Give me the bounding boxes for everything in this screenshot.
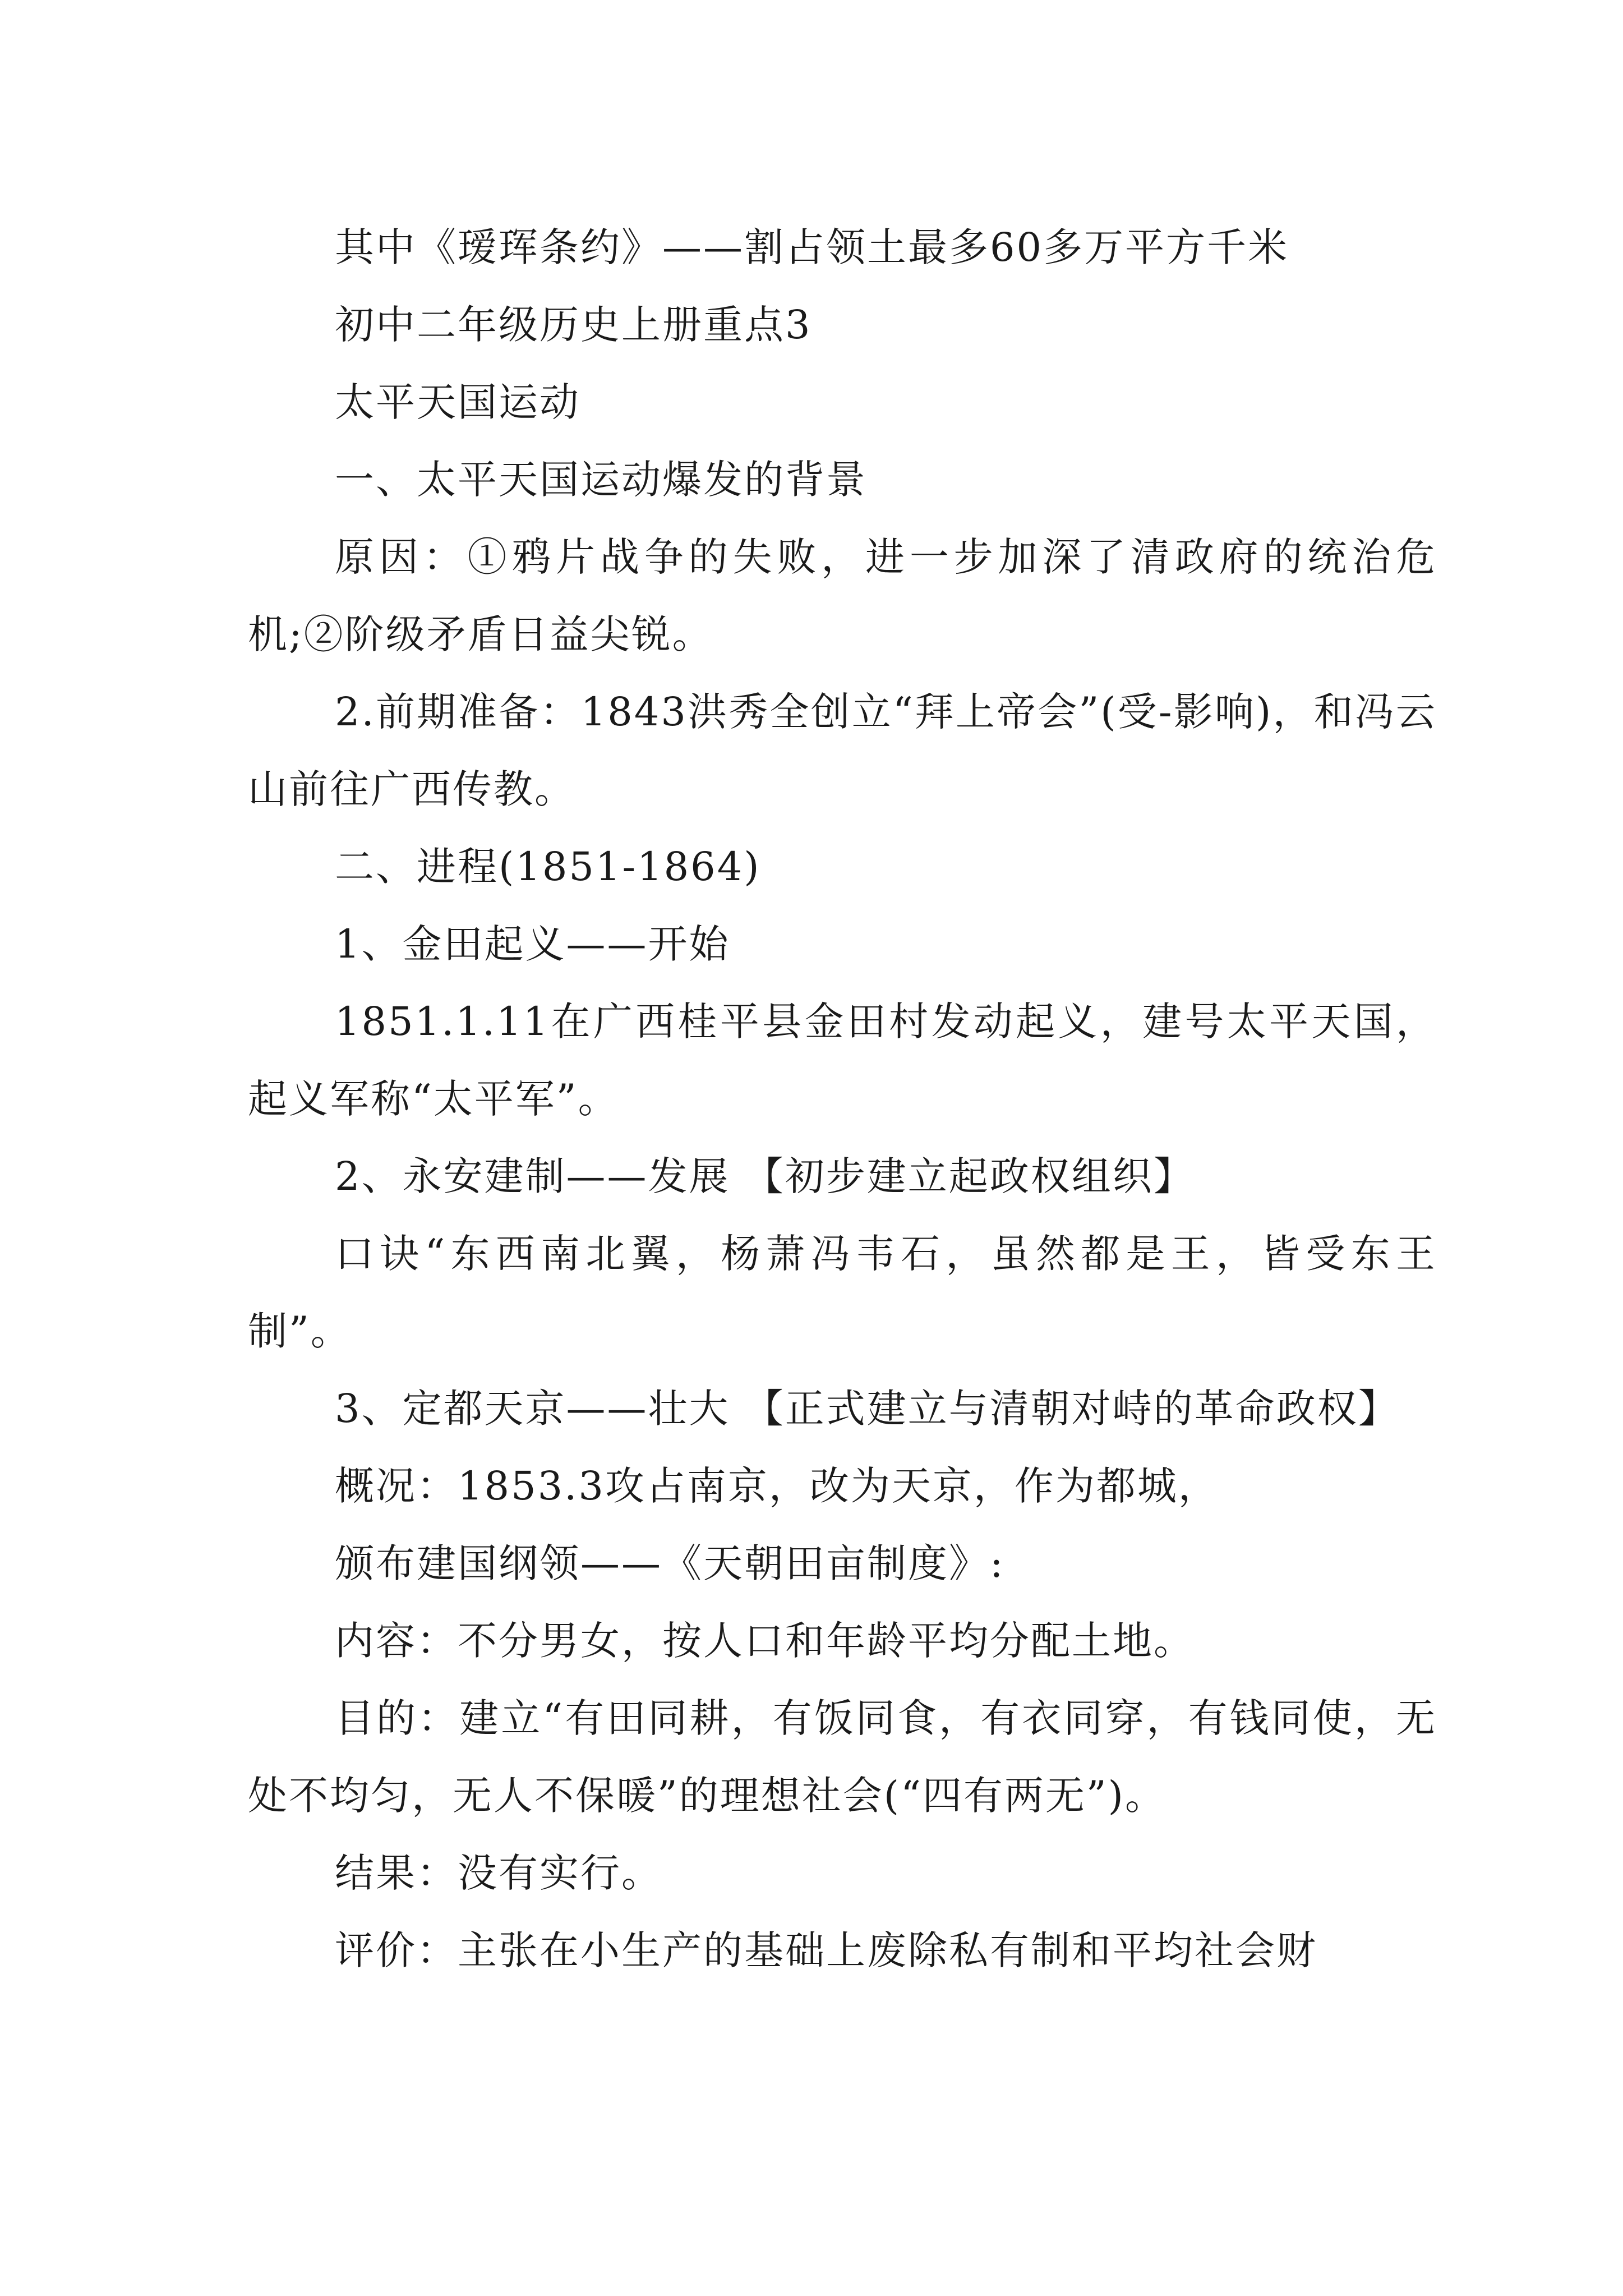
paragraph-tianjing-heading: 3、定都天京——壮大 【正式建立与清朝对峙的革命政权】 (335, 1386, 1399, 1432)
paragraph-jintian-detail: 1851.1.11在广西桂平县金田村发动起义，建号太平天国，起义军称“太平军”。 (248, 999, 1437, 1122)
paragraph-topic-title: 太平天国运动 (335, 379, 580, 425)
paragraph-section-heading: 初中二年级历史上册重点3 (335, 302, 812, 348)
paragraph-part-two-heading: 二、进程(1851-1864) (335, 844, 761, 890)
paragraph-result: 结果：没有实行。 (335, 1850, 662, 1896)
paragraph-preparation: 2.前期准备：1843洪秀全创立“拜上帝会”(受-影响)，和冯云山前往广西传教。 (248, 689, 1437, 812)
paragraph-content: 内容：不分男女，按人口和年龄平均分配土地。 (335, 1618, 1195, 1664)
paragraph-program: 颁布建国纲领——《天朝田亩制度》: (335, 1540, 1005, 1586)
document-body (248, 209, 1437, 1989)
paragraph-evaluation: 评价：主张在小生产的基础上废除私有制和平均社会财 (335, 1927, 1317, 1973)
paragraph-treaty-note: 其中《瑷珲条约》——割占领土最多60多万平方千米 (335, 224, 1289, 270)
paragraph-mnemonic: 口诀“东西南北翼，杨萧冯韦石，虽然都是王，皆受东王制”。 (248, 1231, 1437, 1354)
paragraph-jintian-heading: 1、金田起义——开始 (335, 921, 730, 967)
paragraph-overview: 概况：1853.3攻占南京，改为天京，作为都城， (335, 1463, 1219, 1509)
paragraph-yongan-heading: 2、永安建制——发展 【初步建立起政权组织】 (335, 1153, 1195, 1199)
paragraph-purpose: 目的：建立“有田同耕，有饭同食，有衣同穿，有钱同使，无处不均匀，无人不保暖”的理想社会(“四有两无”)。 (248, 1695, 1437, 1819)
paragraph-part-one-heading: 一、太平天国运动爆发的背景 (335, 457, 867, 503)
paragraph-causes: 原因：①鸦片战争的失败，进一步加深了清政府的统治危机;②阶级矛盾日益尖锐。 (248, 534, 1437, 657)
